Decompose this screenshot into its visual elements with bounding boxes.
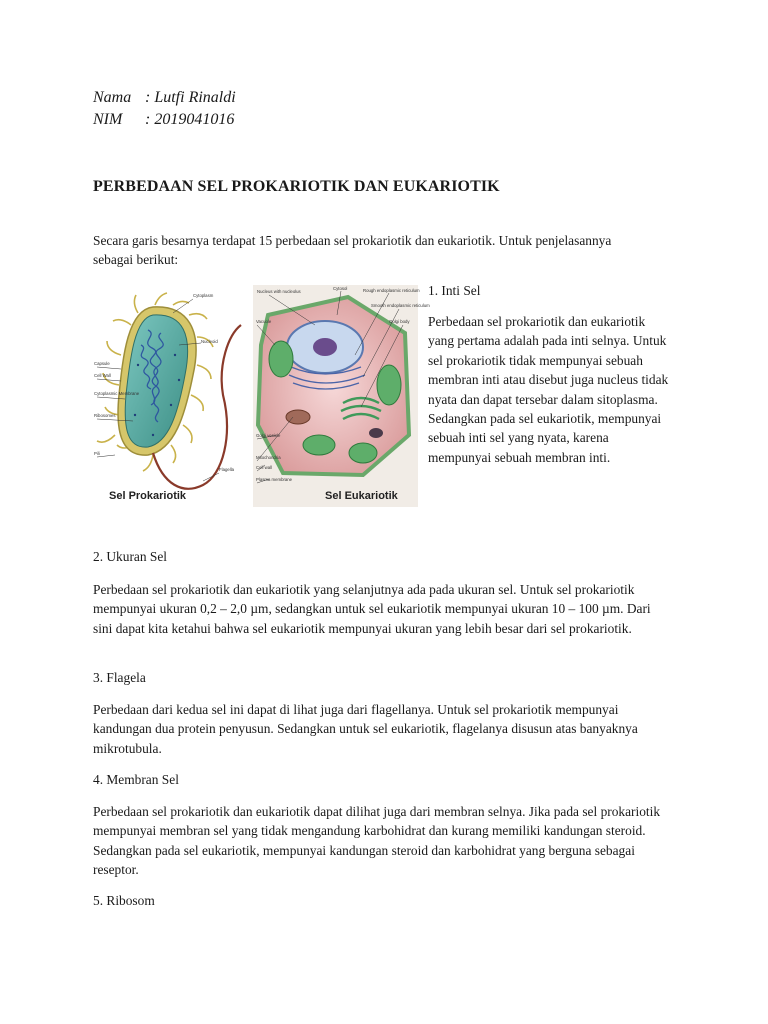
name-value: : Lutfi Rinaldi <box>145 89 236 106</box>
section-4-text: Perbedaan sel prokariotik dan eukariotik dapat dilihat juga dari membran selnya. Jika pada sel prokariotik mempunyai membran sel yang tidak mengandung karbohidrat dan kurang memiliki kandungan steroid. Sedangkan pada sel eukariotik, mempunyai kandungan steroid dan karbohidrat yang berguna sebagai reseptor. <box>93 804 661 878</box>
cell-illustration <box>93 285 430 507</box>
label-cytoplasmic-membrane: Cytoplasmic Membrane <box>94 391 140 396</box>
section-5-heading: 5. Ribosom <box>93 893 155 908</box>
label-cytoplasm: Cytoplasm <box>193 293 214 298</box>
label-rough-er: Rough endoplasmic reticulum <box>363 288 420 293</box>
author-block <box>93 87 236 131</box>
label-vacuole: Vacuole <box>256 319 272 324</box>
label-cell-wall: Cell Wall <box>94 373 111 378</box>
section-2-text: Perbedaan sel prokariotik dan eukariotik yang selanjutnya ada pada ukuran sel. Untuk sel prokariotik mempunyai ukuran 0,2 – 2,0 µm, sedangkan untuk sel eukariotik mempunyai ukuran 10 – 100 µm. Dari sini dapat kita ketahui bahwa sel eukariotik mempunyai ukuran yang lebih besar dari sel prokariotik. <box>93 582 651 636</box>
label-flagella: Flagella <box>219 467 235 472</box>
label-smooth-er: Smooth endoplasmic reticulum <box>371 303 430 308</box>
section-1-text: Perbedaan sel prokariotik dan eukariotik yang pertama adalah pada inti selnya. Untuk sel prokariotik tidak mempunyai sebuah membran inti atau disebut juga nucleus tidak nyata dan dapat tersebar dalam sitoplasma. Sedangkan pada sel eukariotik, mempunyai sebuah inti sel yang nyata, karena mempunyai sebuah membran inti. <box>428 314 669 465</box>
label-nucleus: Nucleus with nucleolus <box>257 289 301 294</box>
nim-value: : 2019041016 <box>145 111 235 128</box>
section-2-heading: 2. Ukuran Sel <box>93 549 168 564</box>
label-golgi-body: Golgi body <box>389 319 410 324</box>
label-plasma-membrane: Plasma membrane <box>256 477 293 482</box>
label-pili: Pili <box>94 451 100 456</box>
nim-key: NIM <box>93 111 123 128</box>
section-3-text: Perbedaan dari kedua sel ini dapat di lihat juga dari flagellanya. Untuk sel prokariotik mempunyai kandungan dua protein penyusun. Sedangkan untuk sel eukariotik, flagelanya disusun atas banyaknya mikrotubula. <box>93 702 638 756</box>
label-capsule: Capsule <box>94 361 110 366</box>
label-golgi-vesicle: Golgi vesicle <box>256 433 281 438</box>
section-4-heading: 4. Membran Sel <box>93 772 179 787</box>
intro-paragraph: Secara garis besarnya terdapat 15 perbedaan sel prokariotik dan eukariotik. Untuk penjelasannya sebagai berikut: <box>93 233 612 268</box>
eukaryote-caption: Sel Eukariotik <box>325 490 398 502</box>
label-cytosol: Cytosol <box>333 286 348 291</box>
label-ribosomes: Ribosomes <box>94 413 116 418</box>
cell-comparison-figure <box>93 285 430 507</box>
prokaryote-caption: Sel Prokariotik <box>109 490 187 502</box>
nim-row <box>93 109 236 131</box>
label-mitochondria: Mitochondria <box>256 455 281 460</box>
page-title: PERBEDAAN SEL PROKARIOTIK DAN EUKARIOTIK <box>93 178 500 195</box>
label-cell-wall-euk: Cell wall <box>256 465 272 470</box>
label-nucleoid: Nucleoid <box>201 339 218 344</box>
name-row <box>93 87 236 109</box>
section-3-heading: 3. Flagela <box>93 670 146 685</box>
section-1-heading: 1. Inti Sel <box>428 283 481 298</box>
name-key: Nama <box>93 89 132 106</box>
